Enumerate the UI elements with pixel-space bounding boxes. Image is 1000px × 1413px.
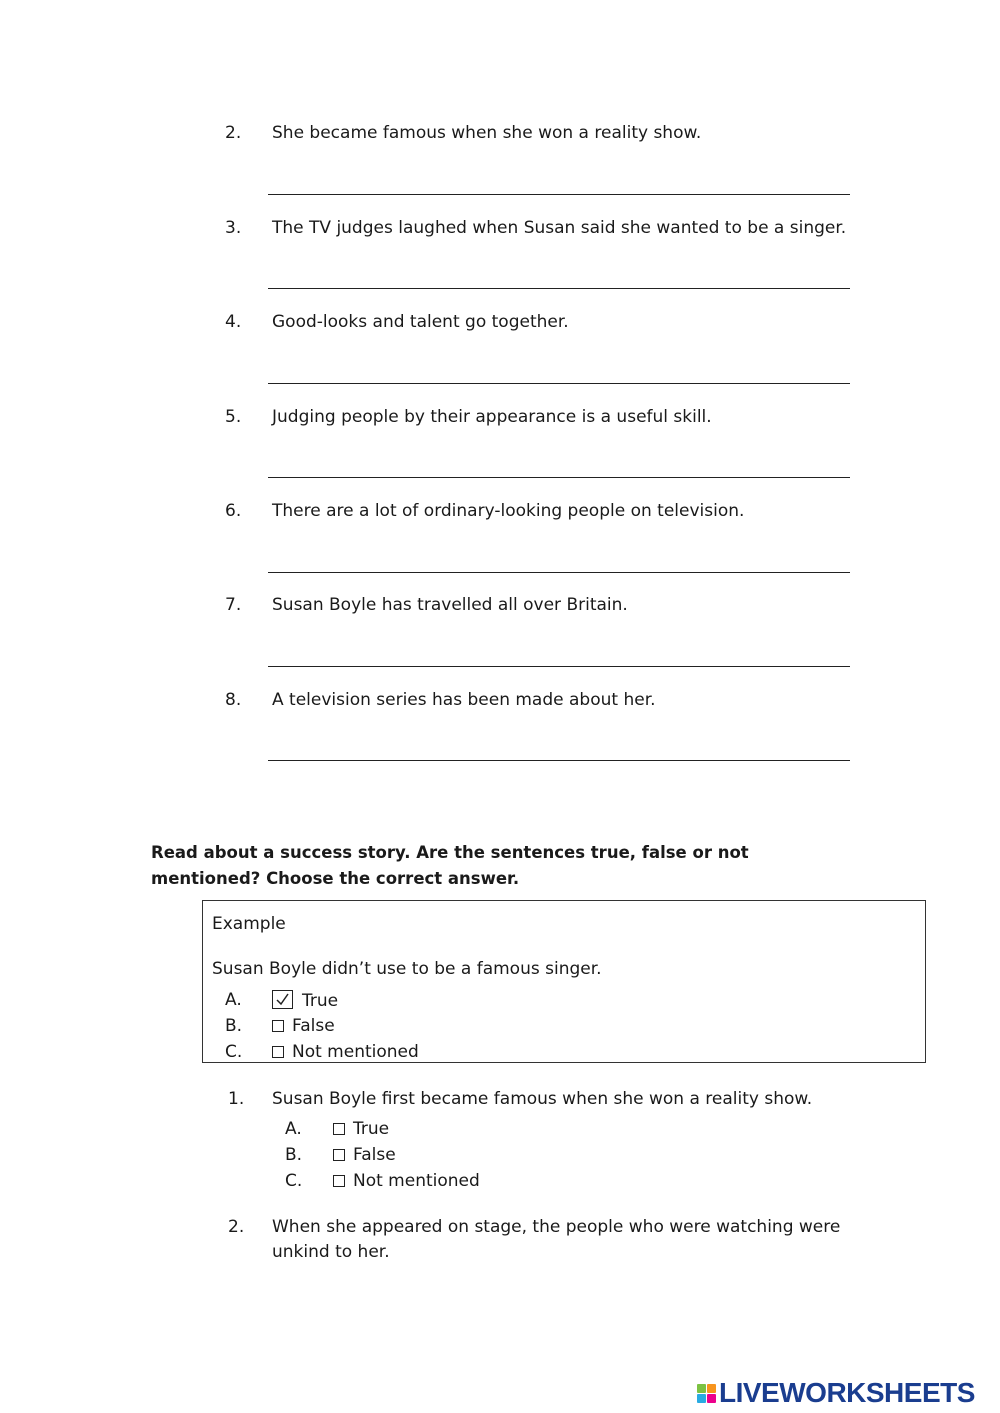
question-text-line-1: When she appeared on stage, the people who were watching were bbox=[272, 1217, 841, 1237]
option-letter: B. bbox=[285, 1145, 303, 1165]
answer-line[interactable] bbox=[268, 383, 850, 384]
option-text: Not mentioned bbox=[353, 1171, 480, 1191]
option-text: False bbox=[353, 1145, 396, 1165]
checkbox-icon[interactable] bbox=[333, 1123, 345, 1135]
checkbox-checked-icon bbox=[272, 990, 293, 1009]
checkbox-icon[interactable] bbox=[333, 1175, 345, 1187]
checkbox-icon[interactable] bbox=[333, 1149, 345, 1161]
question-text: She became famous when she won a reality show. bbox=[272, 123, 702, 143]
question-number: 7. bbox=[225, 595, 242, 615]
question-number: 2. bbox=[228, 1217, 245, 1237]
option-text: True bbox=[353, 1119, 390, 1139]
option-letter: A. bbox=[285, 1119, 302, 1139]
question-text: Susan Boyle first became famous when she won a reality show. bbox=[272, 1089, 813, 1109]
question-number: 4. bbox=[225, 312, 242, 332]
answer-line[interactable] bbox=[268, 666, 850, 667]
question-number: 1. bbox=[228, 1089, 245, 1109]
logo-text: LIVEWORKSHEETS bbox=[719, 1377, 975, 1408]
question-text: Good-looks and talent go together. bbox=[272, 312, 569, 332]
option-text: True bbox=[302, 991, 339, 1011]
option-false[interactable] bbox=[333, 1145, 396, 1165]
question-text: The TV judges laughed when Susan said she wanted to be a singer. bbox=[272, 218, 847, 238]
example-sentence: Susan Boyle didn’t use to be a famous singer. bbox=[212, 959, 602, 979]
option-letter: C. bbox=[285, 1171, 303, 1191]
logo-squares-icon bbox=[697, 1384, 716, 1403]
example-option-true bbox=[272, 990, 338, 1011]
example-option-not-mentioned bbox=[272, 1042, 419, 1062]
example-option-false bbox=[272, 1016, 335, 1036]
question-text: Judging people by their appearance is a useful skill. bbox=[272, 407, 712, 427]
example-label: Example bbox=[212, 914, 286, 934]
question-number: 3. bbox=[225, 218, 242, 238]
question-text-line-2: unkind to her. bbox=[272, 1242, 390, 1262]
checkbox-icon bbox=[272, 1020, 284, 1032]
question-number: 5. bbox=[225, 407, 242, 427]
liveworksheets-logo bbox=[697, 1378, 975, 1408]
answer-line[interactable] bbox=[268, 477, 850, 478]
option-letter: C. bbox=[225, 1042, 243, 1062]
option-text: Not mentioned bbox=[292, 1042, 419, 1062]
option-text: False bbox=[292, 1016, 335, 1036]
question-text: A television series has been made about her. bbox=[272, 690, 656, 710]
option-letter: B. bbox=[225, 1016, 243, 1036]
question-text: There are a lot of ordinary-looking people on television. bbox=[272, 501, 745, 521]
question-number: 8. bbox=[225, 690, 242, 710]
option-letter: A. bbox=[225, 990, 242, 1010]
option-true[interactable] bbox=[333, 1119, 389, 1139]
answer-line[interactable] bbox=[268, 572, 850, 573]
answer-line[interactable] bbox=[268, 760, 850, 761]
answer-line[interactable] bbox=[268, 194, 850, 195]
question-number: 6. bbox=[225, 501, 242, 521]
question-number: 2. bbox=[225, 123, 242, 143]
checkbox-icon bbox=[272, 1046, 284, 1058]
instruction: Read about a success story. Are the sentences true, false or not mentioned? Choose the correct answer. bbox=[151, 843, 749, 888]
option-not-mentioned[interactable] bbox=[333, 1171, 480, 1191]
question-text: Susan Boyle has travelled all over Britain. bbox=[272, 595, 628, 615]
example-box bbox=[202, 900, 926, 1063]
answer-line[interactable] bbox=[268, 288, 850, 289]
